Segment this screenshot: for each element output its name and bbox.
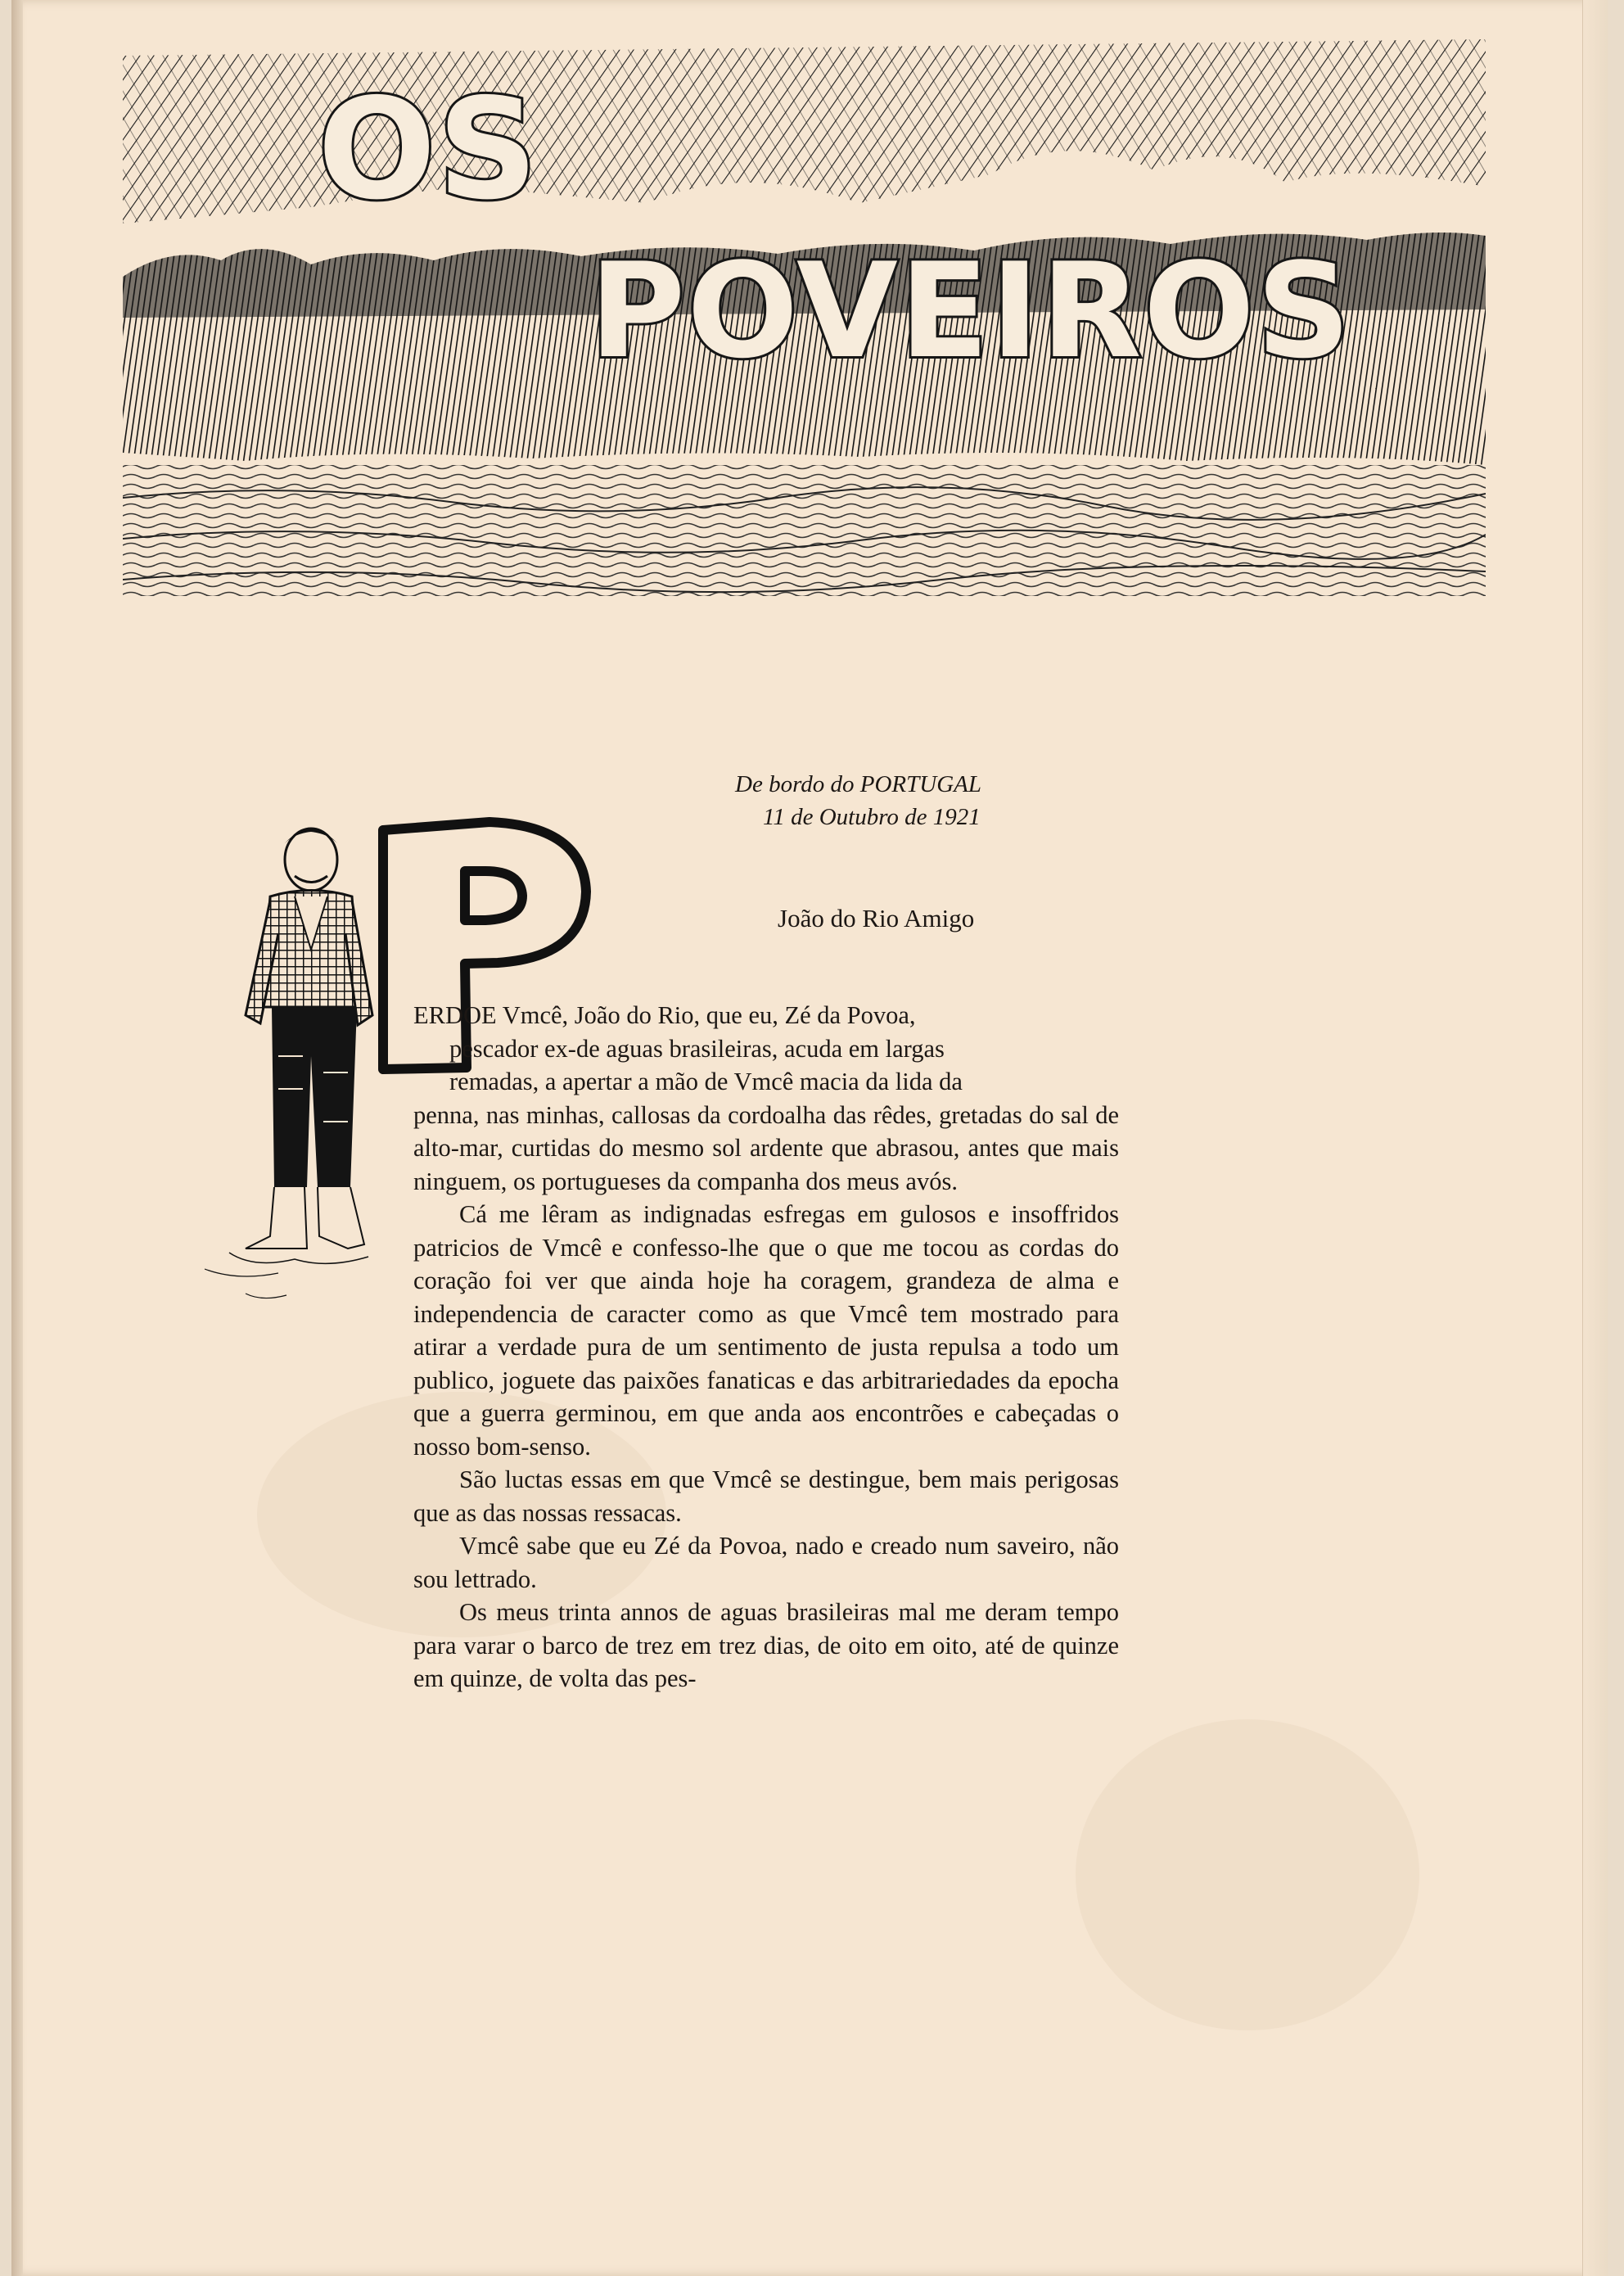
letter-greeting: João do Rio Amigo	[778, 904, 975, 933]
p1-line3: remadas, a apertar a mão de Vmcê macia da lida da	[449, 1068, 963, 1095]
p1-line2: pescador ex-de aguas brasileiras, acuda em largas	[449, 1034, 945, 1063]
dateline	[671, 768, 1130, 833]
dropcap-letter: P	[485, 971, 491, 980]
p1-line1: ERDOE Vmcê, João do Rio, que eu, Zé da Povoa,	[413, 1001, 916, 1029]
paragraph-2: Cá me lêram as indignadas esfregas em gulosos e insoffridos patricios de Vmcê e confesso-lhe que o que me tocou as cordas do coração foi ver que ainda hoje ha coragem, grandeza de alma e independencia de caracter como as que Vmcê tem mostrado para atirar a verdade pura de um sentimento de justa repulsa a todo um publico, joguete das paixões fanaticas e das arbitrariedades da epocha que a guerra germinou, em que anda aos encontrões e cabeçadas o nosso bom-senso.	[413, 1200, 1119, 1461]
paragraph-4: Vmcê sabe que eu Zé da Povoa, nado e creado num saveiro, não sou lettrado.	[413, 1532, 1119, 1593]
title-poveiros: POVEIROS	[589, 234, 1353, 387]
paper-stain	[1076, 1719, 1419, 2030]
paragraph-3: São luctas essas em que Vmcê se destingue, bem mais perigosas que as das nossas ressacas.	[413, 1465, 1119, 1527]
p1-rest: penna, nas minhas, callosas da cordoalha das rêdes, gretadas do sal de alto-mar, curtidas do mesmo sol ardente que abrasou, antes que mais ninguem, os portugueses da companha dos meus avós.	[413, 1100, 1119, 1195]
fisherman-drawing	[196, 811, 401, 1318]
paragraph-5: Os meus trinta annos de aguas brasileiras mal me deram tempo para varar o barco de trez em trez dias, de oito em oito, até de quinze em quinze, de volta das pes-	[413, 1598, 1119, 1692]
page-binding-edge	[11, 0, 23, 2276]
next-page-edge	[1582, 0, 1608, 2276]
dateline-place: De bordo do PORTUGAL	[735, 771, 982, 797]
fisherman-illustration	[196, 811, 401, 1318]
dateline-date: 11 de Outubro de 1921	[763, 804, 981, 830]
letter-body	[413, 999, 1119, 1696]
title-os: OS	[318, 69, 539, 231]
paragraph-1	[413, 999, 1119, 1198]
